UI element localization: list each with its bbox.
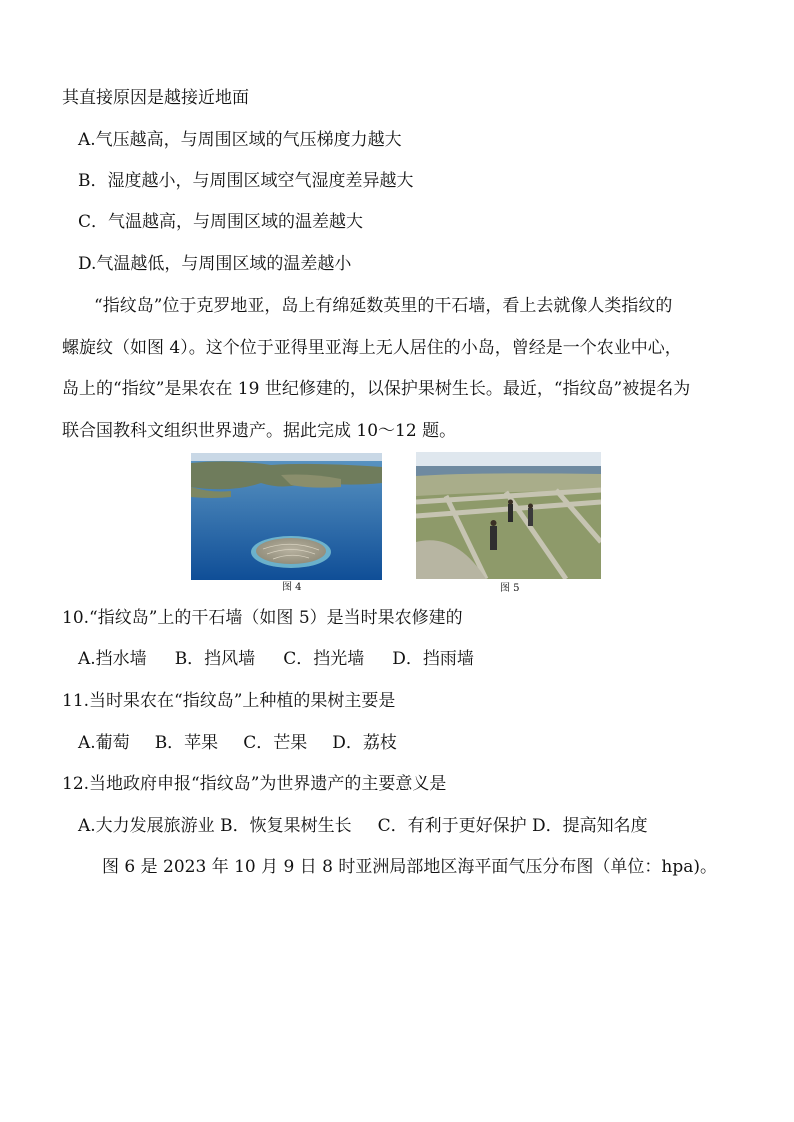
figure-5-caption: 图 5 [500,583,520,594]
q9-stem-continuation: 其直接原因是越接近地面 [62,88,249,108]
q11-option-d: D．荔枝 [332,733,397,753]
question-12-options [78,816,648,836]
figure-6-intro: 图 6 是 2023 年 10 月 9 日 8 时亚洲局部地区海平面气压分布图（单位：hpa)。 [102,857,717,877]
q9-option-d: D.气温越低，与周围区域的温差越小 [78,254,352,274]
question-11-stem: 11.当时果农在“指纹岛”上种植的果树主要是 [62,691,396,711]
q9-option-c: C．气温越高，与周围区域的温差越大 [78,212,364,232]
question-12-stem: 12.当地政府申报“指纹岛”为世界遗产的主要意义是 [62,774,447,794]
q12-options-ab: A.大力发展旅游业 B．恢复果树生长 [78,816,352,836]
question-10-options [78,649,474,669]
q9-option-b: B．湿度越小，与周围区域空气湿度差异越大 [78,171,414,191]
q10-option-b: B．挡风墙 [174,649,256,669]
figure-5-photo [416,452,601,579]
q11-option-b: B．苹果 [154,733,219,753]
passage-line-1: “指纹岛”位于克罗地亚，岛上有绵延数英里的干石墙，看上去就像人类指纹的 [94,296,673,316]
dry-stone-walls-image [416,452,601,579]
q11-option-c: C．芒果 [243,733,308,753]
figure-4-caption: 图 4 [282,582,302,593]
figure-4-photo [191,453,382,580]
q10-option-c: C．挡光墙 [283,649,365,669]
q10-option-d: D．挡雨墙 [392,649,474,669]
passage-line-3: 岛上的“指纹”是果农在 19 世纪修建的，以保护果树生长。最近，“指纹岛”被提名为 [62,379,691,399]
fingerprint-island-aerial-image [191,453,382,580]
passage-line-2: 螺旋纹（如图 4）。这个位于亚得里亚海上无人居住的小岛，曾经是一个农业中心， [62,338,682,358]
passage-line-4: 联合国教科文组织世界遗产。据此完成 10～12 题。 [62,421,457,441]
q11-option-a: A.葡萄 [78,733,130,753]
question-10-stem: 10.“指纹岛”上的干石墙（如图 5）是当时果农修建的 [62,608,463,628]
q12-options-cd: C．有利于更好保护 D．提高知名度 [377,816,648,836]
q10-option-a: A.挡水墙 [78,649,147,669]
question-11-options [78,733,397,753]
q9-option-a: A.气压越高，与周围区域的气压梯度力越大 [78,130,402,150]
